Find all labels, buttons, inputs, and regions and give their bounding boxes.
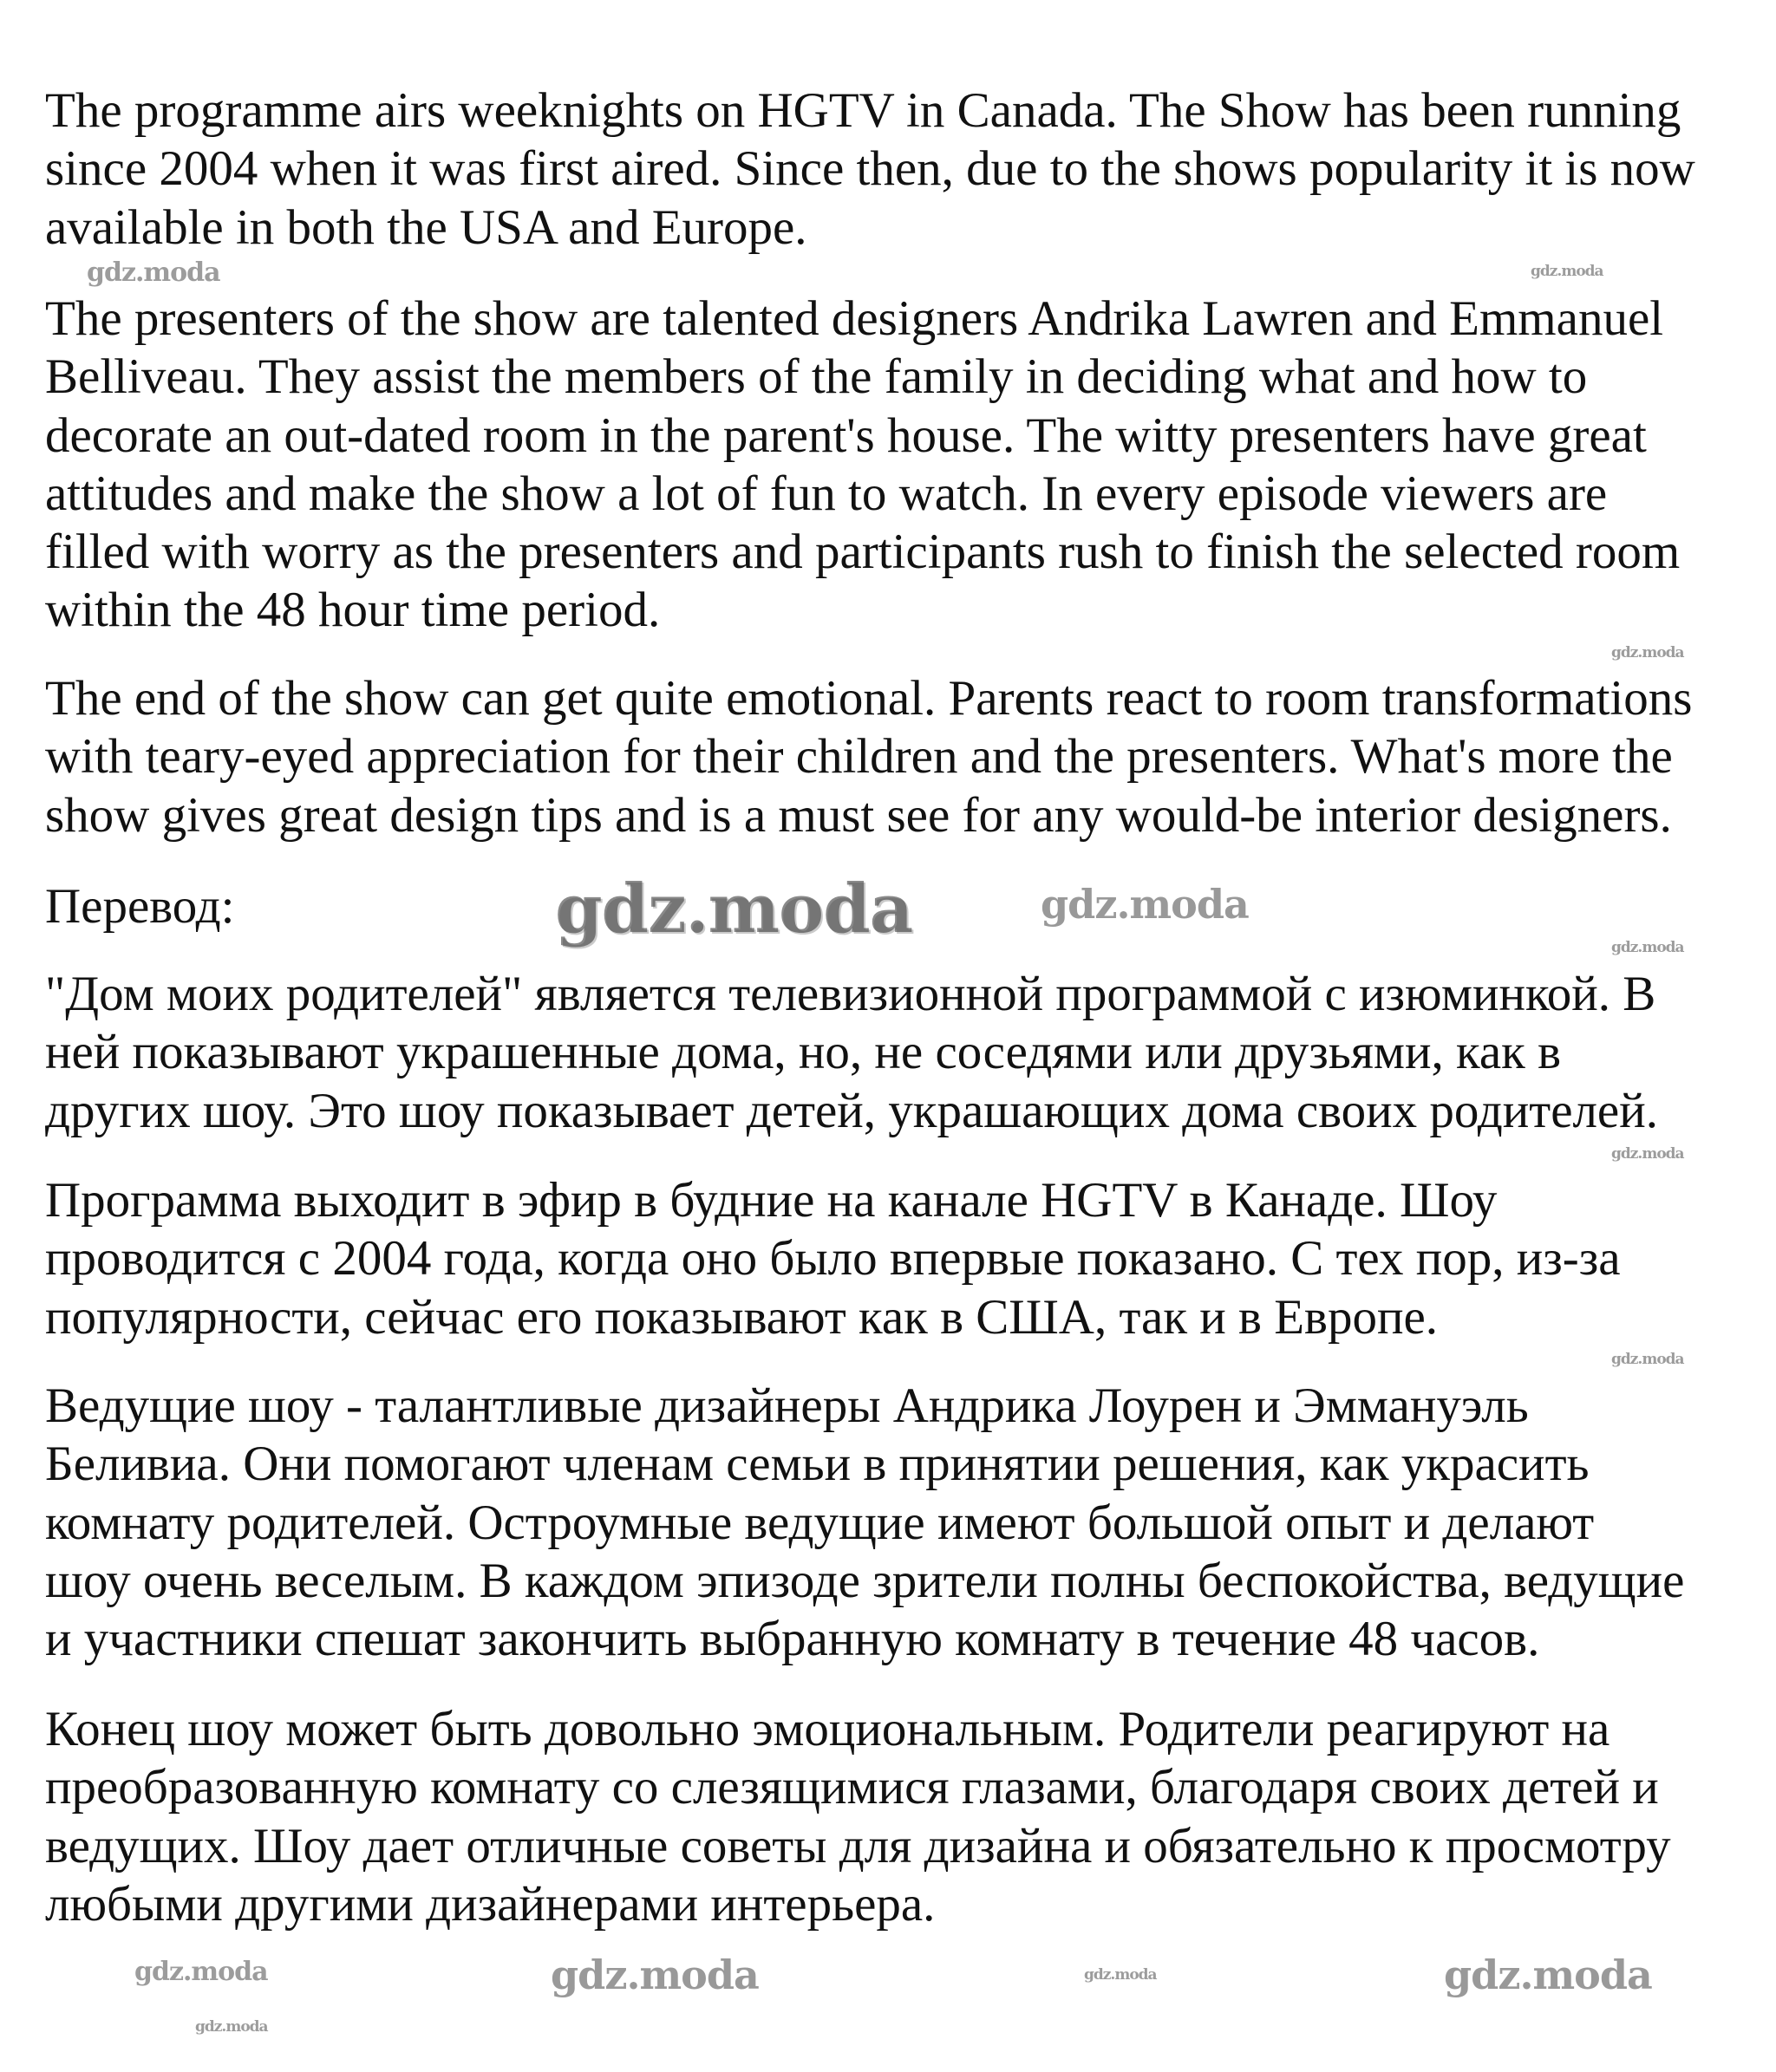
watermark: gdz.moda bbox=[1611, 1351, 1684, 1368]
watermark: gdz.moda bbox=[1084, 1966, 1157, 1984]
text-line: with teary-eyed appreciation for their children and the presenters. What's more the bbox=[45, 729, 1673, 785]
text-line: других шоу. Это шоу показывает детей, украшающих дома своих родителей. bbox=[45, 1083, 1658, 1138]
text-line: "Дом моих родителей" является телевизионной программой с изюминкой. В bbox=[45, 967, 1656, 1021]
text-line: Программа выходит в эфир в будние на канале HGTV в Канаде. Шоу bbox=[45, 1173, 1498, 1228]
text-line: The end of the show can get quite emotional. Parents react to room transformations bbox=[45, 671, 1693, 726]
watermark: gdz.moda bbox=[1611, 939, 1684, 956]
text-line: ней показывают украшенные дома, но, не соседями или друзьями, как в bbox=[45, 1025, 1561, 1080]
paragraph bbox=[45, 1377, 1771, 1668]
text-line: Ведущие шоу - талантливые дизайнеры Андрика Лоурен и Эммануэль bbox=[45, 1378, 1529, 1433]
paragraph bbox=[45, 81, 1771, 257]
text-line: within the 48 hour time period. bbox=[45, 583, 661, 638]
text-line: и участники спешат закончить выбранную комнату в течение 48 часов. bbox=[45, 1612, 1540, 1667]
text-line: show gives great design tips and is a must see for any would-be interior designers. bbox=[45, 787, 1672, 843]
text-line: проводится с 2004 года, когда оно было впервые показано. С тех пор, из-за bbox=[45, 1231, 1621, 1287]
watermark: gdz.moda bbox=[1041, 881, 1249, 928]
text-line: The programme airs weeknights on HGTV in Canada. The Show has been running bbox=[45, 83, 1681, 138]
paragraph bbox=[45, 1700, 1771, 1933]
text-line: комнату родителей. Остроумные ведущие имеют большой опыт и делают bbox=[45, 1495, 1595, 1550]
text-line: ведущих. Шоу дает отличные советы для дизайна и обязательно к просмотру bbox=[45, 1818, 1671, 1873]
paragraph bbox=[45, 290, 1771, 640]
watermark: gdz.moda bbox=[1611, 1145, 1684, 1163]
text-line: популярности, сейчас его показывают как в США, так и в Европе. bbox=[45, 1289, 1438, 1345]
text-line: filled with worry as the presenters and participants rush to finish the selected room bbox=[45, 525, 1681, 580]
watermark: gdz.moda bbox=[1611, 644, 1684, 661]
watermark: gdz.moda bbox=[551, 1951, 759, 1998]
paragraph bbox=[45, 1171, 1771, 1346]
translation-heading bbox=[45, 877, 1771, 935]
text-line: Конец шоу может быть довольно эмоциональным. Родители реагируют на bbox=[45, 1702, 1610, 1756]
text-line: The presenters of the show are talented designers Andrika Lawren and Emmanuel bbox=[45, 291, 1664, 346]
watermark: gdz.moda bbox=[555, 870, 913, 948]
text-line: Перевод: bbox=[45, 879, 235, 934]
watermark: gdz.moda bbox=[134, 1957, 268, 1987]
text-line: since 2004 when it was first aired. Since then, due to the shows popularity it is now bbox=[45, 141, 1695, 197]
watermark: gdz.moda bbox=[87, 257, 220, 288]
text-line: attitudes and make the show a lot of fun to watch. In every episode viewers are bbox=[45, 466, 1608, 521]
text-line: Беливиа. Они помогают членам семьи в принятии решения, как украсить bbox=[45, 1437, 1590, 1492]
text-line: available in both the USA and Europe. bbox=[45, 199, 807, 255]
text-line: Belliveau. They assist the members of the family in deciding what and how to bbox=[45, 349, 1588, 405]
watermark: gdz.moda bbox=[195, 2018, 268, 2036]
paragraph bbox=[45, 669, 1771, 844]
text-line: decorate an out-dated room in the parent's house. The witty presenters have great bbox=[45, 407, 1647, 463]
text-line: преобразованную комнату со слезящимися глазами, благодаря своих детей и bbox=[45, 1760, 1659, 1815]
text-line: любыми другими дизайнерами интерьера. bbox=[45, 1876, 936, 1932]
watermark: gdz.moda bbox=[1531, 263, 1603, 280]
paragraph bbox=[45, 965, 1771, 1140]
text-line: шоу очень веселым. В каждом эпизоде зрители полны беспокойства, ведущие bbox=[45, 1553, 1685, 1608]
watermark: gdz.moda bbox=[1444, 1951, 1652, 1998]
